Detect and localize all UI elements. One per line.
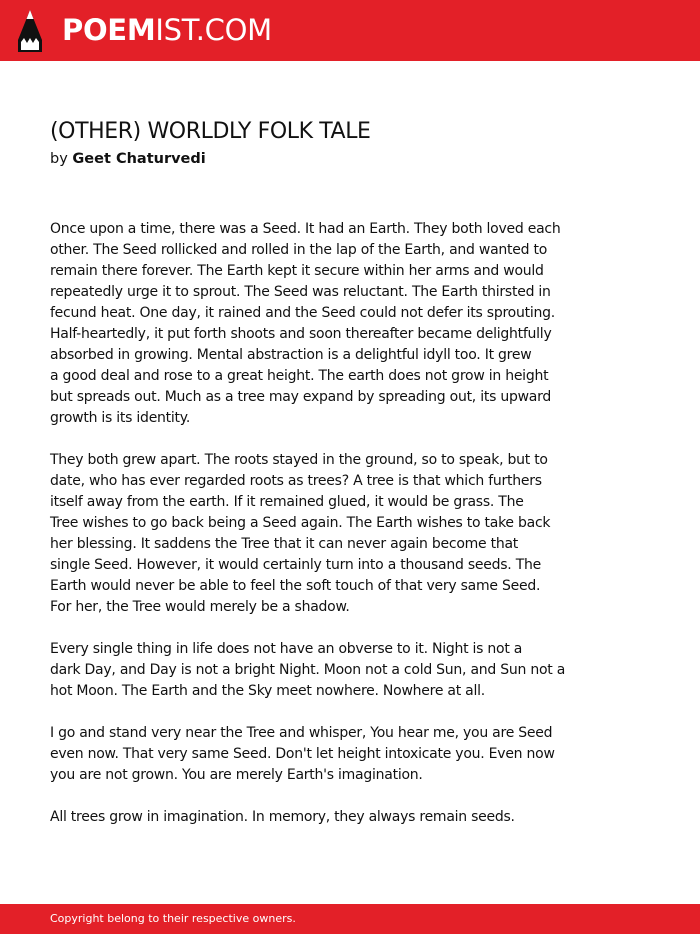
poem-line: you are not grown. You are merely Earth's imagination. <box>50 767 423 783</box>
poem-body <box>50 219 570 849</box>
byline <box>50 149 206 169</box>
poem-line: Tree wishes to go back being a Seed again. The Earth wishes to take back <box>50 515 551 531</box>
logo-light-text: IST.COM <box>155 13 272 47</box>
author-name: Geet Chaturvedi <box>72 151 206 167</box>
site-logo[interactable] <box>62 13 272 47</box>
poem-line: All trees grow in imagination. In memory, they always remain seeds. <box>50 809 515 825</box>
stanza <box>50 639 570 702</box>
poem-line: Earth would never be able to feel the soft touch of that very same Seed. <box>50 578 541 594</box>
site-footer <box>0 904 700 934</box>
poem-line: Half-heartedly, it put forth shoots and soon thereafter became delightfully <box>50 326 552 342</box>
poem-line: dark Day, and Day is not a bright Night. Moon not a cold Sun, and Sun not a <box>50 662 566 678</box>
poem-line: other. The Seed rollicked and rolled in the lap of the Earth, and wanted to <box>50 242 548 258</box>
poem-line: I go and stand very near the Tree and whisper, You hear me, you are Seed <box>50 725 553 741</box>
poem-line: repeatedly urge it to sprout. The Seed was reluctant. The Earth thirsted in <box>50 284 551 300</box>
logo-bold-text: POEM <box>62 13 156 47</box>
by-label: by <box>50 151 68 167</box>
poem-line: hot Moon. The Earth and the Sky meet nowhere. Nowhere at all. <box>50 683 485 699</box>
poem-line: They both grew apart. The roots stayed in the ground, so to speak, but to <box>50 452 548 468</box>
pencil-icon[interactable] <box>18 10 42 52</box>
poem-line: fecund heat. One day, it rained and the Seed could not defer its sprouting. <box>50 305 555 321</box>
poem-line: absorbed in growing. Mental abstraction is a delightful idyll too. It grew <box>50 347 532 363</box>
site-header <box>0 0 700 61</box>
poem-line: but spreads out. Much as a tree may expand by spreading out, its upward <box>50 389 552 405</box>
copyright-notice: Copyright belong to their respective owners. <box>50 912 296 925</box>
poem-line: itself away from the earth. If it remained glued, it would be grass. The <box>50 494 524 510</box>
poem-line: For her, the Tree would merely be a shadow. <box>50 599 350 615</box>
poem-line: Once upon a time, there was a Seed. It had an Earth. They both loved each <box>50 221 561 237</box>
stanza <box>50 219 570 429</box>
poem-line: Every single thing in life does not have an obverse to it. Night is not a <box>50 641 523 657</box>
poem-line: even now. That very same Seed. Don't let height intoxicate you. Even now <box>50 746 555 762</box>
poem-line: single Seed. However, it would certainly turn into a thousand seeds. The <box>50 557 541 573</box>
poem-line: growth is its identity. <box>50 410 191 426</box>
poem-line: date, who has ever regarded roots as trees? A tree is that which furthers <box>50 473 542 489</box>
stanza <box>50 450 570 618</box>
stanza <box>50 807 570 828</box>
stanza <box>50 723 570 786</box>
poem-line: remain there forever. The Earth kept it secure within her arms and would <box>50 263 544 279</box>
poem-title: (OTHER) WORLDLY FOLK TALE <box>50 119 371 144</box>
poem-line: a good deal and rose to a great height. The earth does not grow in height <box>50 368 549 384</box>
poem-line: her blessing. It saddens the Tree that it can never again become that <box>50 536 519 552</box>
